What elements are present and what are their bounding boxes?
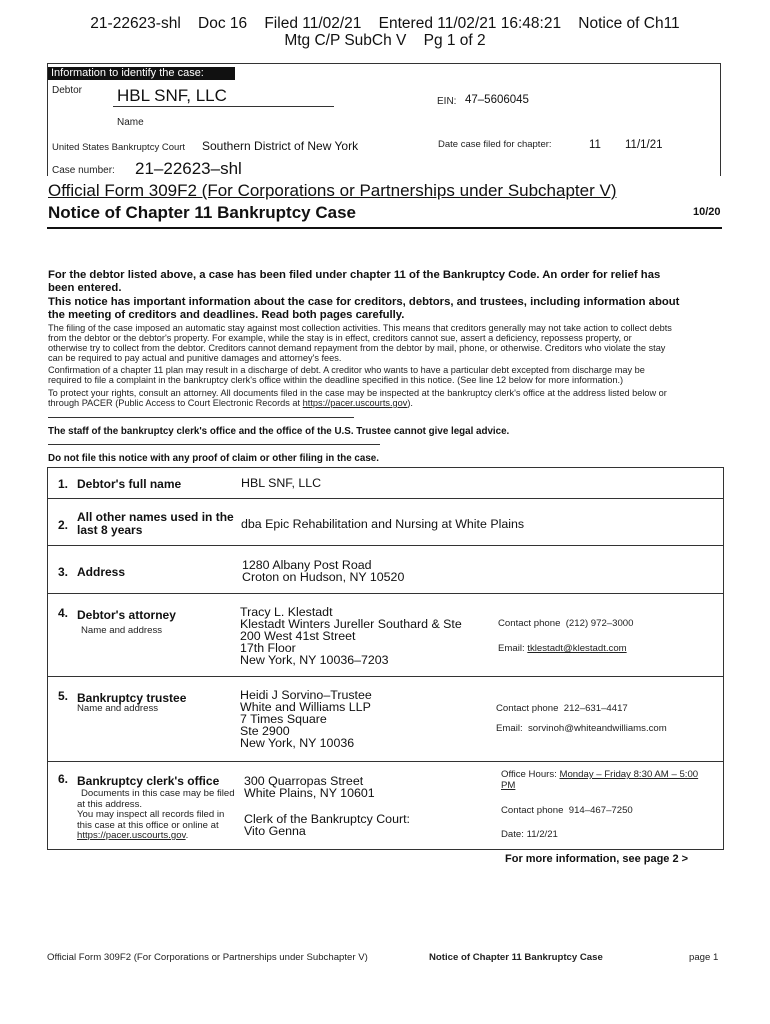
intro-bold-1b: been entered. (48, 281, 122, 294)
discharge-line-2: required to file a complaint in the bankruptcy clerk's office within the deadline specified in this notice. (See line 12 below for more information.) (48, 375, 624, 385)
rights-paragraph (48, 388, 667, 408)
clerk-phone: Contact phone 914–467–7250 (501, 805, 633, 816)
staff-note-rule (48, 417, 354, 418)
rights-line-1: To protect your rights, consult an attorney. All documents filed in the case may be inspected at the bankruptcy clerk's office at the address listed below or (48, 388, 667, 398)
row5-number: 5. (58, 689, 69, 703)
stay-line-1: The filing of the case imposed an automatic stay against most collection activities. This means that creditors generally may not take action to collect debts (48, 323, 672, 333)
discharge-line-1: Confirmation of a chapter 11 plan may result in a discharge of debt. A creditor who wants to have a particular debt excepted from discharge may be (48, 365, 645, 375)
case-info-tag: Information to identify the case: (48, 67, 235, 80)
address-line-1: 1280 Albany Post Road (242, 558, 372, 572)
office-hours-value-end: PM (501, 779, 516, 791)
ein-label: EIN: (437, 96, 457, 107)
case-number-label: Case number: (52, 165, 115, 176)
attorney-email-label: Email: (498, 643, 525, 654)
clerk-address-line-1: 300 Quarropas Street (244, 774, 364, 788)
row-divider (47, 498, 724, 499)
row6-number: 6. (58, 772, 69, 786)
rights-line-2-end: ). (407, 398, 413, 408)
debtor-name: HBL SNF, LLC (117, 86, 227, 105)
row4-number: 4. (58, 606, 69, 620)
clerk-address (244, 775, 375, 799)
pacer-link[interactable]: https://pacer.uscourts.gov (302, 398, 408, 408)
attorney-line-1: Tracy L. Klestadt (240, 605, 333, 619)
intro-bold-1a: For the debtor listed above, a case has been filed under chapter 11 of the Bankruptcy Code. An order for relief has (48, 269, 661, 281)
clerk-note-line-2: at this address. (77, 798, 143, 810)
row5-sublabel: Name and address (77, 703, 159, 714)
clerk-note-line-5 (77, 831, 235, 842)
attorney-value (240, 606, 462, 666)
row-divider (47, 545, 724, 546)
court-value: Southern District of New York (202, 139, 359, 153)
row-divider (47, 761, 724, 762)
row1-label: Debtor's full name (77, 477, 182, 491)
stay-line-4: can be required to pay actual and punitive damages and attorney's fees. (48, 353, 342, 363)
clerk-pacer-link[interactable]: https://pacer.uscourts.gov (77, 830, 186, 841)
row2-label (77, 511, 234, 537)
intro-bold-1 (48, 269, 724, 294)
address-value (242, 559, 404, 583)
row2-number: 2. (58, 518, 69, 532)
trustee-phone: Contact phone 212–631–4417 (496, 703, 628, 714)
intro-bold-2 (48, 296, 724, 321)
trustee-email: Email: sorvinoh@whiteandwilliams.com (496, 723, 667, 734)
row3-number: 3. (58, 565, 69, 579)
row-divider (47, 676, 724, 677)
attorney-line-3: 200 West 41st Street (240, 629, 356, 643)
docket-header-line1: 21-22623-shl Doc 16 Filed 11/02/21 Entered 11/02/21 16:48:21 Notice of Ch11 (90, 15, 680, 32)
attorney-line-4: 17th Floor (240, 641, 296, 655)
clerk-office-note (77, 789, 235, 842)
clerk-of-court-label: Clerk of the Bankruptcy Court: (244, 812, 410, 826)
stay-paragraph (48, 323, 672, 363)
office-hours (501, 770, 698, 791)
footer-form-name: Official Form 309F2 (For Corporations or Partnerships under Subchapter V) (47, 952, 368, 963)
row4-sublabel: Name and address (81, 625, 163, 636)
clerk-note-line-3: You may inspect all records filed in (77, 809, 225, 820)
intro-bold-2b: the meeting of creditors and deadlines. Read both pages carefully. (48, 308, 405, 321)
ein-value: 47–5606045 (465, 94, 529, 106)
debtor-label: Debtor (52, 85, 83, 96)
do-not-file-rule (48, 444, 380, 445)
court-label: United States Bankruptcy Court (52, 142, 186, 153)
stay-line-3: otherwise try to collect from the debtor. Creditors cannot demand repayment from the debtor by mail, phone, or otherwise. Creditors who violate the stay (48, 343, 666, 353)
other-names-value: dba Epic Rehabilitation and Nursing at White Plains (241, 517, 525, 531)
rights-line-2 (48, 398, 667, 408)
attorney-line-2: Klestadt Winters Jureller Southard & Ste (240, 617, 462, 631)
form-revision: 10/20 (693, 206, 721, 218)
attorney-email-link[interactable]: tklestadt@klestadt.com (527, 643, 627, 654)
row4-label: Debtor's attorney (77, 608, 176, 622)
debtor-name-underline (113, 106, 334, 107)
title-rule (47, 227, 722, 229)
stay-line-2: from the debtor or the debtor's property. For example, while the stay is in effect, creditors cannot sue, assert a deficiency, repossess property, or (48, 333, 632, 343)
case-number-value: 21–22623–shl (135, 159, 242, 178)
form-title: Official Form 309F2 (For Corporations or Partnerships under Subchapter V) (48, 181, 617, 200)
notice-date: Date: 11/2/21 (501, 829, 558, 840)
office-hours-label: Office Hours: (501, 769, 557, 780)
do-not-file-note: Do not file this notice with any proof of claim or other filing in the case. (48, 453, 379, 464)
trustee-value (240, 689, 372, 749)
row2-label-a: All other names used in the (77, 510, 234, 524)
discharge-paragraph (48, 365, 645, 385)
clerk-note-line-4: this case at this office or online at (77, 819, 219, 831)
debtor-full-name-value: HBL SNF, LLC (241, 476, 322, 490)
clerk-note-line-5-end: . (185, 830, 189, 841)
chapter-value: 11 (589, 139, 601, 151)
trustee-line-4: Ste 2900 (240, 724, 290, 738)
row-divider (47, 593, 724, 594)
trustee-line-5: New York, NY 10036 (240, 736, 355, 750)
notice-title: Notice of Chapter 11 Bankruptcy Case (48, 203, 356, 222)
trustee-line-2: White and Williams LLP (240, 700, 371, 714)
attorney-email (498, 643, 627, 654)
rights-line-2-text: through PACER (Public Access to Court Electronic Records at (48, 398, 301, 408)
more-info-link[interactable]: For more information, see page 2 > (505, 853, 689, 865)
clerk-note-line-1: Documents in this case may be filed (81, 788, 235, 799)
clerk-address-line-2: White Plains, NY 10601 (244, 786, 375, 800)
staff-note: The staff of the bankruptcy clerk's office and the office of the U.S. Trustee cannot give legal advice. (48, 426, 510, 437)
footer-page-number: page 1 (689, 952, 719, 963)
trustee-line-1: Heidi J Sorvino–Trustee (240, 688, 372, 702)
docket-header-line2: Mtg C/P SubCh V Pg 1 of 2 (284, 32, 486, 49)
row2-label-b: last 8 years (77, 523, 143, 537)
address-line-2: Croton on Hudson, NY 10520 (242, 570, 405, 584)
row3-label: Address (77, 565, 126, 579)
attorney-line-5: New York, NY 10036–7203 (240, 653, 389, 667)
date-filed-label: Date case filed for chapter: (438, 139, 552, 150)
clerk-of-court-name: Vito Genna (244, 824, 306, 838)
name-label: Name (117, 117, 144, 128)
row6-label: Bankruptcy clerk's office (77, 774, 220, 788)
office-hours-value: Monday – Friday 8:30 AM – 5:00 (559, 769, 699, 780)
row5-label: Bankruptcy trustee (77, 691, 187, 705)
clerk-of-court (244, 813, 410, 837)
row1-number: 1. (58, 477, 69, 491)
date-filed-value: 11/1/21 (625, 139, 663, 151)
attorney-phone: Contact phone (212) 972–3000 (498, 618, 634, 629)
trustee-line-3: 7 Times Square (240, 712, 327, 726)
footer-notice-title: Notice of Chapter 11 Bankruptcy Case (429, 952, 603, 963)
intro-bold-2a: This notice has important information about the case for creditors, debtors, and trustees, including information about (48, 296, 680, 308)
